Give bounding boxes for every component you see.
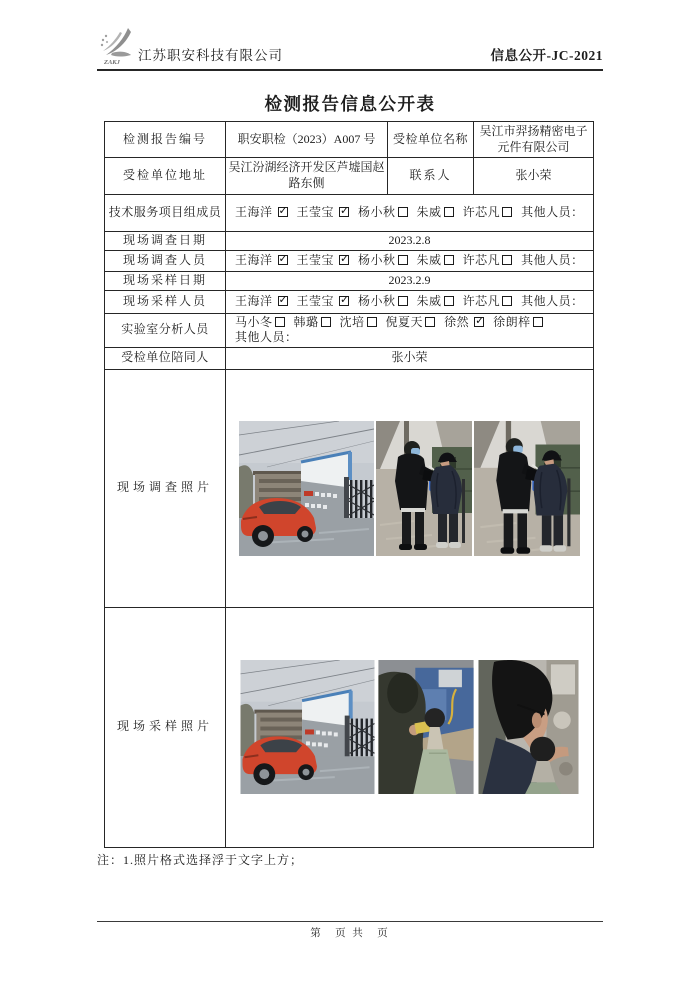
- checkbox-unchecked-icon: [502, 255, 512, 265]
- checkbox-checked-icon: [339, 255, 349, 265]
- company-logo-icon: [98, 26, 138, 66]
- member-item: [297, 294, 350, 308]
- photo-factory-entrance: [239, 421, 374, 556]
- table-row-sampling-photos: [105, 607, 594, 847]
- table-row-survey-date: [105, 232, 594, 251]
- escort-value: 张小荣: [226, 347, 594, 369]
- member-item: [417, 253, 454, 267]
- survey-date-label: 现场调查日期: [105, 232, 226, 251]
- member-name: 许芯凡: [462, 293, 501, 308]
- member-name: 王莹宝: [296, 293, 335, 308]
- member-name: 徐然: [444, 314, 470, 329]
- member-name: 许芯凡: [462, 205, 501, 220]
- header-rule: [97, 69, 603, 71]
- member-item: [297, 205, 350, 219]
- checkbox-unchecked-icon: [444, 207, 454, 217]
- sampling-date-value: 2023.2.9: [226, 272, 594, 291]
- table-row-sampling-staff: [105, 290, 594, 313]
- checkbox-unchecked-icon: [275, 317, 285, 327]
- photo-workshop-inspection-2: [474, 421, 580, 556]
- member-item: [297, 253, 350, 267]
- member-name: 朱威: [416, 253, 442, 268]
- table-row-lab-staff: [105, 313, 594, 347]
- member-name: 王海洋: [235, 293, 273, 308]
- member-item: [417, 205, 454, 219]
- checkbox-checked-icon: [278, 296, 288, 306]
- checkbox-unchecked-icon: [533, 317, 543, 327]
- checkbox-checked-icon: [278, 255, 288, 265]
- unit-name-label: 受检单位名称: [388, 122, 474, 158]
- photo-noise-meter-ear: [477, 660, 580, 794]
- checkbox-unchecked-icon: [425, 317, 435, 327]
- survey-date-value: 2023.2.8: [226, 232, 594, 251]
- contact-label: 联系人: [388, 158, 474, 195]
- team-label: 技术服务项目组成员: [105, 195, 226, 232]
- checkbox-unchecked-icon: [367, 317, 377, 327]
- member-name: 杨小秋: [358, 293, 396, 308]
- table-row-survey-photos: [105, 369, 594, 607]
- sampling-photos-label: 现场采样照片: [105, 607, 226, 847]
- photo-workshop-inspection-1: [376, 421, 472, 556]
- survey-photos-cell: [226, 369, 594, 607]
- survey-photos-label: 现场调查照片: [105, 369, 226, 607]
- report-no-label: 检测报告编号: [105, 122, 226, 158]
- member-name: 韩璐: [293, 314, 319, 329]
- survey-staff-label: 现场调查人员: [105, 251, 226, 272]
- member-item: [463, 253, 513, 267]
- table-row-team: [105, 195, 594, 232]
- checkbox-unchecked-icon: [321, 317, 331, 327]
- page-title: 检测报告信息公开表: [264, 94, 436, 114]
- member-item: [235, 205, 288, 219]
- member-name: 许芯凡: [462, 253, 501, 268]
- survey-staff-cell: [226, 251, 594, 272]
- member-name: 杨小秋: [358, 205, 396, 220]
- member-item: [417, 294, 454, 308]
- member-name: 马小冬: [235, 314, 273, 329]
- checkbox-checked-icon: [474, 317, 484, 327]
- member-name: 王海洋: [235, 205, 273, 220]
- footer-rule: [97, 921, 603, 922]
- member-item: [358, 205, 408, 219]
- other-members-label: 其他人员：: [235, 330, 298, 345]
- svg-text:ZAKJ: ZAKJ: [104, 59, 120, 66]
- other-members-label: 其他人员：: [521, 253, 584, 268]
- member-name: 徐朗梓: [493, 314, 531, 329]
- checkbox-unchecked-icon: [398, 207, 408, 217]
- member-item: [463, 294, 513, 308]
- sampling-staff-label: 现场采样人员: [105, 290, 226, 313]
- other-members-label: 其他人员：: [521, 293, 584, 308]
- member-name: 朱威: [416, 205, 442, 220]
- escort-label: 受检单位陪同人: [105, 347, 226, 369]
- unit-name-value: 吴江市羿扬精密电子元件有限公司: [474, 122, 594, 158]
- checkbox-unchecked-icon: [502, 207, 512, 217]
- checkbox-unchecked-icon: [398, 255, 408, 265]
- sampling-date-label: 现场采样日期: [105, 272, 226, 291]
- team-members-cell: [226, 195, 594, 232]
- checkbox-unchecked-icon: [502, 296, 512, 306]
- checkbox-unchecked-icon: [398, 296, 408, 306]
- table-row-escort: [105, 347, 594, 369]
- unit-addr-value: 吴江汾湖经济开发区芦墟国赵路东侧: [226, 158, 388, 195]
- member-item: [235, 294, 288, 308]
- table-row-report-no: [105, 122, 594, 158]
- checkbox-checked-icon: [339, 296, 349, 306]
- checkbox-unchecked-icon: [444, 255, 454, 265]
- photo-factory-entrance: [240, 660, 375, 794]
- page-number-text: 第 页 共 页: [310, 928, 390, 939]
- report-no-value: 职安职检（2023）A007 号: [226, 122, 388, 158]
- company-name: 江苏职安科技有限公司: [138, 48, 283, 63]
- member-item: [235, 315, 285, 329]
- member-name: 王莹宝: [296, 253, 335, 268]
- member-item: [463, 205, 513, 219]
- member-item: [358, 294, 408, 308]
- member-name: 王海洋: [235, 253, 273, 268]
- sampling-photos-cell: [226, 607, 594, 847]
- member-item: [340, 315, 377, 329]
- doc-number: 信息公开-JC-2021: [490, 48, 603, 63]
- unit-addr-label: 受检单位地址: [105, 158, 226, 195]
- lab-staff-label: 实验室分析人员: [105, 313, 226, 347]
- member-item: [358, 253, 408, 267]
- photo-noise-meter-worker: [377, 660, 475, 794]
- member-name: 杨小秋: [358, 253, 396, 268]
- checkbox-unchecked-icon: [444, 296, 454, 306]
- checkbox-checked-icon: [339, 207, 349, 217]
- member-name: 朱威: [416, 293, 442, 308]
- member-name: 沈培: [339, 314, 365, 329]
- contact-value: 张小荣: [474, 158, 594, 195]
- lab-staff-cell: [226, 313, 594, 347]
- member-name: 倪夏天: [385, 314, 424, 329]
- checkbox-checked-icon: [278, 207, 288, 217]
- sampling-staff-cell: [226, 290, 594, 313]
- footnote: 注：1.照片格式选择浮于文字上方；: [97, 853, 304, 867]
- member-item: [235, 253, 288, 267]
- member-item: [294, 315, 331, 329]
- member-item: [493, 315, 543, 329]
- table-row-unit-addr: [105, 158, 594, 195]
- table-row-survey-staff: [105, 251, 594, 272]
- member-item: [444, 315, 484, 329]
- member-item: [386, 315, 436, 329]
- other-members-label: 其他人员：: [521, 205, 584, 220]
- report-table: [104, 121, 594, 848]
- table-row-sampling-date: [105, 272, 594, 291]
- member-name: 王莹宝: [296, 205, 335, 220]
